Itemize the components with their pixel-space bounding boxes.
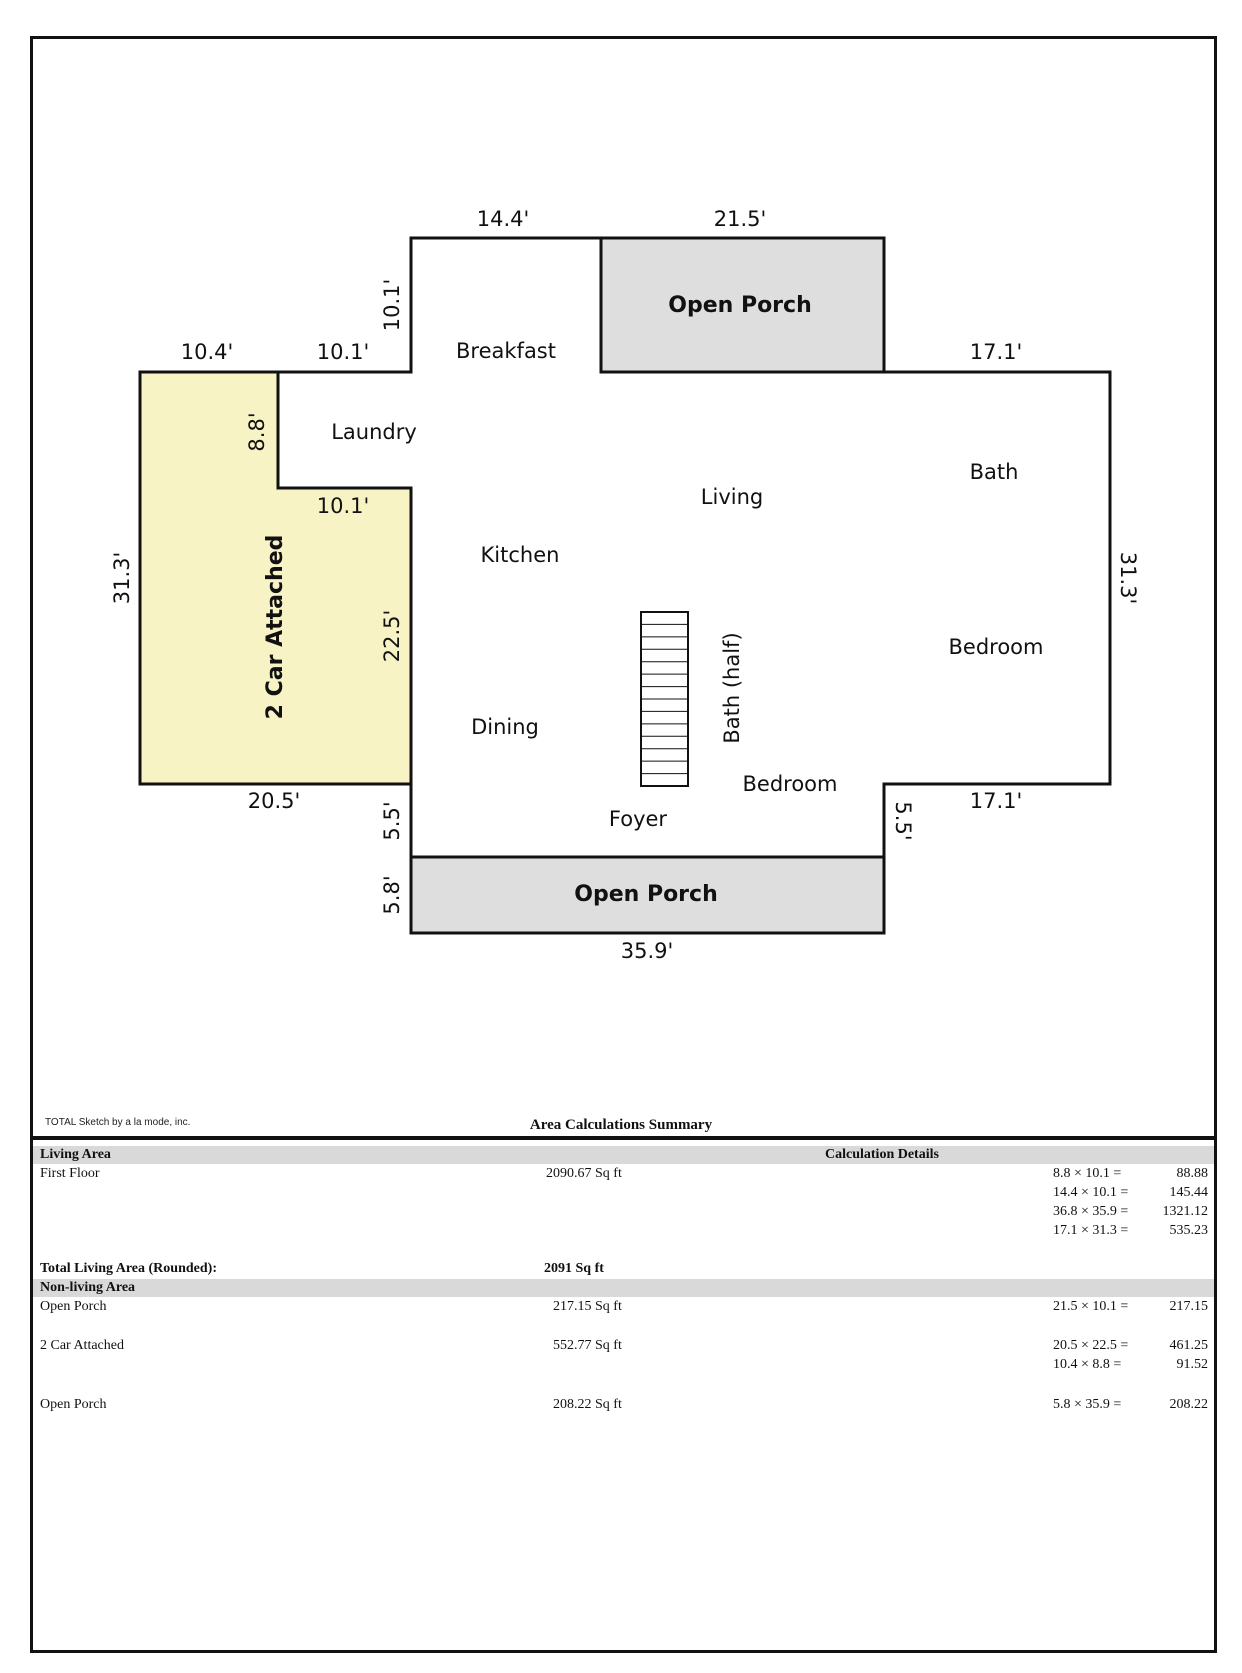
- room-foyer: Foyer: [608, 807, 668, 831]
- summary-divider: [30, 1136, 1217, 1140]
- calc-result: 88.88: [1176, 1166, 1208, 1181]
- dim-foyer-right: 5.5': [891, 801, 915, 841]
- dim-garage-bottom: 20.5': [247, 789, 301, 813]
- dim-laundry-side: 8.8': [245, 412, 269, 452]
- dim-porch-bottom: 35.9': [620, 939, 674, 963]
- room-bedroom-bottom: Bedroom: [742, 772, 838, 796]
- room-bath-half: Bath (half): [720, 632, 744, 744]
- calc-result: 461.25: [1169, 1338, 1208, 1353]
- dim-right-top: 17.1': [969, 340, 1023, 364]
- room-bath: Bath: [969, 460, 1019, 484]
- total-living-label: Total Living Area (Rounded):: [40, 1261, 217, 1276]
- calc-result: 535.23: [1169, 1223, 1208, 1238]
- open-porch-label: Open Porch: [40, 1397, 107, 1412]
- garage-label: 2 Car Attached: [40, 1338, 124, 1353]
- software-credit: TOTAL Sketch by a la mode, inc.: [45, 1117, 191, 1128]
- label-open-porch-top: Open Porch: [668, 293, 812, 318]
- living-area-band: [33, 1146, 1214, 1164]
- calc-result: 145.44: [1169, 1185, 1208, 1200]
- label-garage: 2 Car Attached: [263, 534, 288, 720]
- calc-expr: 21.5 × 10.1 =: [1053, 1299, 1129, 1314]
- dim-garage-top: 10.4': [180, 340, 234, 364]
- calc-expr: 10.4 × 8.8 =: [1053, 1357, 1122, 1372]
- non-living-area-header: Non-living Area: [40, 1280, 136, 1295]
- dim-porch-side: 5.8': [380, 875, 404, 915]
- dim-laundry-bottom: 10.1': [316, 494, 370, 518]
- dim-top-porch: 21.5': [713, 207, 767, 231]
- first-floor-area: 2090.67 Sq ft: [546, 1166, 622, 1181]
- dim-left-side: 31.3': [110, 551, 134, 605]
- open-porch-area: 208.22 Sq ft: [553, 1397, 622, 1412]
- total-living-value: 2091 Sq ft: [544, 1261, 604, 1276]
- room-bedroom-right: Bedroom: [948, 635, 1044, 659]
- open-porch-label: Open Porch: [40, 1299, 107, 1314]
- calc-expr: 36.8 × 35.9 =: [1053, 1204, 1129, 1219]
- first-floor-label: First Floor: [40, 1166, 100, 1181]
- room-living: Living: [700, 485, 764, 509]
- dim-breakfast-height: 10.1': [380, 278, 404, 332]
- room-breakfast: Breakfast: [456, 339, 556, 363]
- calc-expr: 8.8 × 10.1 =: [1053, 1166, 1122, 1181]
- calc-result: 208.22: [1169, 1397, 1208, 1412]
- dim-garage-inner: 22.5': [380, 609, 404, 663]
- calc-expr: 5.8 × 35.9 =: [1053, 1397, 1122, 1412]
- calc-result: 1321.12: [1162, 1204, 1208, 1219]
- calculation-details-header: Calculation Details: [825, 1147, 939, 1162]
- room-dining: Dining: [471, 715, 539, 739]
- calc-result: 217.15: [1169, 1299, 1208, 1314]
- summary-title: Area Calculations Summary: [529, 1117, 713, 1133]
- non-living-area-band: [33, 1279, 1214, 1297]
- calc-expr: 20.5 × 22.5 =: [1053, 1338, 1129, 1353]
- room-laundry: Laundry: [331, 420, 417, 444]
- dim-right-side: 31.3': [1116, 551, 1140, 605]
- garage-area: 552.77 Sq ft: [553, 1338, 622, 1353]
- dim-right-bottom: 17.1': [969, 789, 1023, 813]
- calc-expr: 14.4 × 10.1 =: [1053, 1185, 1129, 1200]
- dim-laundry-top: 10.1': [316, 340, 370, 364]
- calc-expr: 17.1 × 31.3 =: [1053, 1223, 1129, 1238]
- dim-top-left-run: 14.4': [476, 207, 530, 231]
- label-open-porch-bottom: Open Porch: [574, 882, 718, 907]
- room-kitchen: Kitchen: [480, 543, 560, 567]
- calc-result: 91.52: [1176, 1357, 1208, 1372]
- staircase: [641, 612, 688, 786]
- dim-foyer-left: 5.5': [380, 801, 404, 841]
- open-porch-area: 217.15 Sq ft: [553, 1299, 622, 1314]
- living-area-header: Living Area: [40, 1147, 111, 1162]
